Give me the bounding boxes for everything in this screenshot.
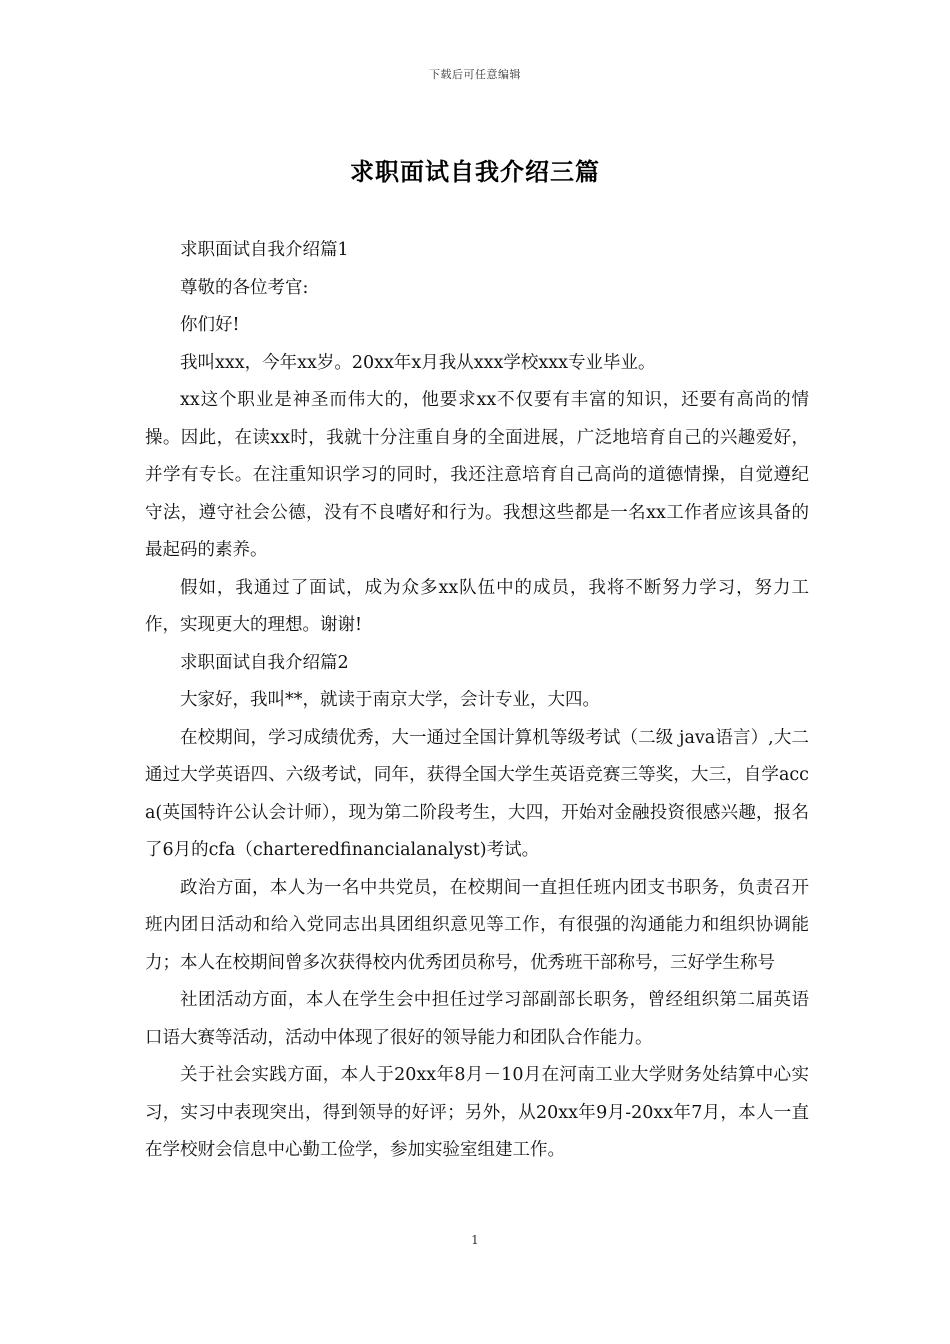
paragraph: 社团活动方面，本人在学生会中担任过学习部副部长职务，曾经组织第二届英语口语大赛等活动，活动中体现了很好的领导能力和团队合作能力。	[145, 990, 809, 1048]
document-title: 求职面试自我介绍三篇	[350, 157, 600, 186]
paragraph: 政治方面，本人为一名中共党员，在校期间一直担任班内团支书职务，负责召开班内团日活动和给入党同志出具团组织意见等工作，有很强的沟通能力和组织协调能力；本人在校期间曾多次获得校内优秀团员称号，优秀班干部称号，三好学生称号	[145, 877, 809, 973]
paragraph: 在校期间，学习成绩优秀，大一通过全国计算机等级考试（二级 java语言）,大二通过大学英语四、六级考试，同年，获得全国大学生英语竞赛三等奖，大三，自学acca(英国特许公认会计师），现为第二阶段考生，大四，开始对金融投资很感兴趣，报名了6月的cfa（charteredfinancialanalyst)考试。	[145, 727, 809, 860]
page-number: 1	[471, 1233, 479, 1247]
document-body	[145, 232, 809, 1170]
section-heading-2: 求职面试自我介绍篇2	[180, 652, 349, 673]
paragraph: 假如，我通过了面试，成为众多xx队伍中的成员，我将不断努力学习，努力工作，实现更大的理想。谢谢!	[145, 577, 809, 635]
paragraph: xx这个职业是神圣而伟大的，他要求xx不仅要有丰富的知识，还要有高尚的情操。因此，在读xx时，我就十分注重自身的全面进展，广泛地培育自己的兴趣爱好，并学有专长。在注重知识学习的同时，我还注意培育自己高尚的道德情操，自觉遵纪守法，遵守社会公德，没有不良嗜好和行为。我想这些都是一名xx工作者应该具备的最起码的素养。	[145, 390, 809, 560]
greeting: 你们好!	[180, 315, 240, 335]
salutation: 尊敬的各位考官:	[180, 277, 309, 298]
section-heading-1: 求职面试自我介绍篇1	[180, 240, 349, 260]
paragraph: 大家好，我叫**，就读于南京大学，会计专业，大四。	[180, 690, 600, 710]
paragraph: 我叫xxx，今年xx岁。20xx年x月我从xxx学校xxx专业毕业。	[180, 352, 656, 373]
header-note: 下载后可任意编辑	[429, 68, 521, 81]
paragraph: 关于社会实践方面，本人于20xx年8月－10月在河南工业大学财务处结算中心实习，实习中表现突出，得到领导的好评；另外，从20xx年9月-20xx年7月，本人一直在学校财会信息中心勤工俭学，参加实验室组建工作。	[145, 1065, 809, 1160]
